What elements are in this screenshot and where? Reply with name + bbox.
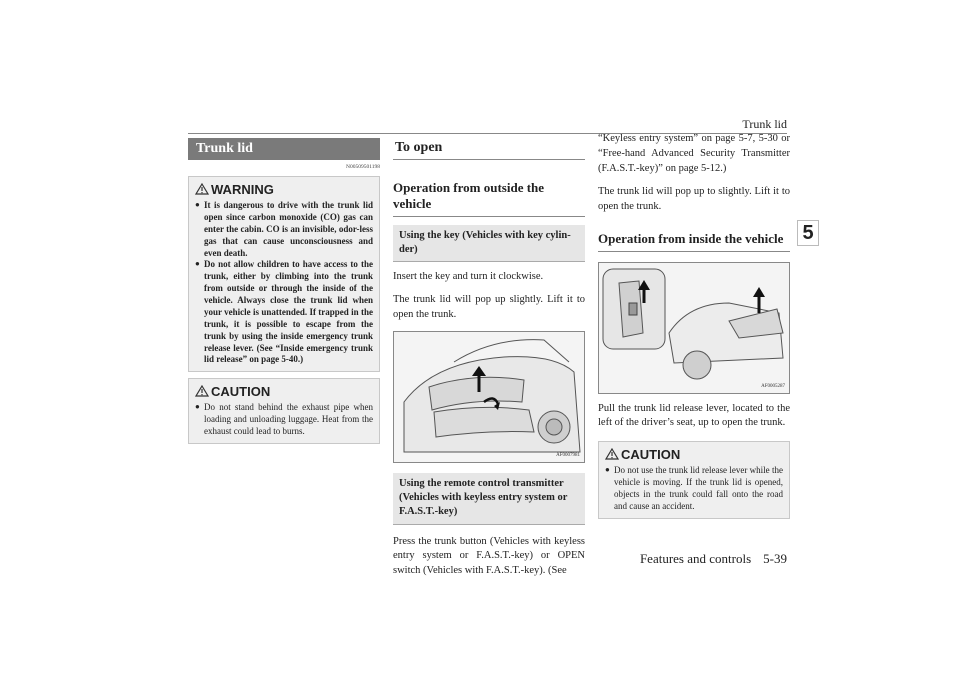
page-number: 5-39 bbox=[763, 551, 787, 566]
caution-title bbox=[605, 445, 783, 463]
caution-list bbox=[605, 465, 783, 513]
key-cylinder-heading: Using the key (Vehicles with key cylin-der) bbox=[393, 225, 585, 262]
column-3 bbox=[598, 133, 790, 519]
caution-box bbox=[188, 378, 380, 444]
caution-label: CAUTION bbox=[211, 383, 271, 399]
paragraph: The trunk lid will pop up slightly. Lift it to open the trunk. bbox=[393, 294, 585, 321]
paragraph: Press the trunk button (Vehicles with keyless entry system or F.A.S.T.-key) or OPEN switch (Vehicles with F.A.S.T.-key). (See bbox=[393, 535, 585, 577]
caution-list bbox=[195, 402, 373, 438]
subheading-inside: Operation from inside the vehicle bbox=[598, 225, 790, 252]
trunk-open-illustration bbox=[599, 263, 789, 393]
warning-item: ● It is dangerous to drive with the trunk lid open since carbon monoxide (CO) gas can enter the cabin. CO is an invisible, odor-less gas that can cause unconsciousness and even death. bbox=[195, 200, 373, 259]
document-code: N00509501198 bbox=[345, 164, 380, 170]
subheading-outside: Operation from outside the vehicle bbox=[393, 174, 585, 217]
warning-list bbox=[195, 200, 373, 366]
caution-title bbox=[195, 382, 373, 400]
paragraph: Pull the trunk lid release lever, located to the left of the driver’s seat, up to open the trunk. bbox=[598, 402, 790, 429]
warning-box bbox=[188, 176, 380, 372]
chapter-tab: 5 bbox=[797, 220, 819, 246]
caution-item: ● Do not stand behind the exhaust pipe when loading and unloading luggage. Heat from the exhaust could lead to burns. bbox=[195, 402, 373, 438]
section-heading-trunk-lid: Trunk lid bbox=[188, 138, 380, 160]
figure-key-cylinder bbox=[393, 331, 585, 463]
caution-label: CAUTION bbox=[621, 446, 681, 462]
caution-triangle-icon bbox=[195, 385, 209, 397]
figure-code: AF0007981 bbox=[556, 453, 580, 459]
caution-box bbox=[598, 441, 790, 519]
caution-item: ● Do not use the trunk lid release lever while the vehicle is moving. If the trunk lid is opened, objects in the trunk could fall onto the road and cause an accident. bbox=[605, 465, 783, 513]
paragraph: The trunk lid will pop up to slightly. Lift it to open the trunk. bbox=[598, 185, 790, 212]
paragraph: Insert the key and turn it clockwise. bbox=[393, 271, 544, 283]
section-heading-to-open: To open bbox=[393, 138, 585, 160]
figure-release-lever bbox=[598, 262, 790, 394]
car-rear-illustration bbox=[394, 332, 584, 462]
paragraph: “Keyless entry system” on page 5-7, 5-30 or “Free-hand Advanced Security Transmitter (F.A.S.T.-key)” on page 5-12.) bbox=[598, 133, 790, 174]
caution-triangle-icon bbox=[605, 448, 619, 460]
page-footer bbox=[640, 551, 787, 567]
column-2 bbox=[393, 138, 585, 579]
running-header-title: Trunk lid bbox=[742, 117, 787, 131]
warning-label: WARNING bbox=[211, 181, 274, 197]
figure-code: AF0005287 bbox=[761, 383, 785, 389]
warning-item: ● Do not allow children to have access to the trunk, either by climbing into the trunk from outside or through the inside of the vehicle. Always close the trunk lid when your vehicle is unattended. If trapped in the trunk, it is possible to escape from the trunk by using the inside emergency trunk release lever. (See “Inside emergency trunk lid release” on page 5-40.) bbox=[195, 259, 373, 366]
footer-section: Features and controls bbox=[639, 551, 752, 566]
column-1 bbox=[188, 138, 380, 444]
remote-control-heading: Using the remote control transmitter (Vehicles with keyless entry system or F.A.S.T.-key) bbox=[393, 473, 585, 525]
warning-title bbox=[195, 180, 373, 198]
warning-triangle-icon bbox=[195, 183, 209, 195]
